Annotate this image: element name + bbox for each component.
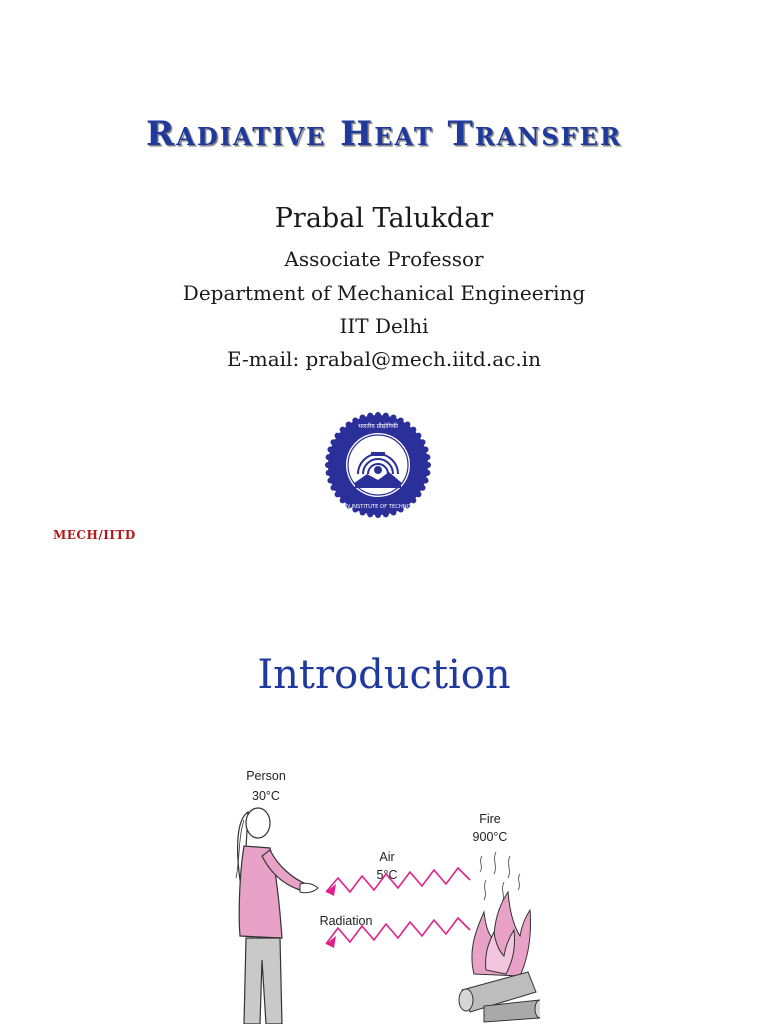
author-position: Associate Professor (284, 247, 484, 271)
slide-title: Radiative Heat Transfer (146, 114, 622, 154)
iit-delhi-seal-icon (325, 412, 431, 518)
air-temp: 5°C (376, 868, 398, 882)
fire-temp: 900°C (472, 830, 508, 844)
person-figure (236, 808, 318, 1024)
radiation-label: Radiation (319, 914, 373, 928)
fire-figure (459, 892, 540, 1022)
radiation-illustration (220, 760, 540, 1024)
footer-tag: MECH/IITD (53, 528, 136, 542)
author-email: E-mail: prabal@mech.iitd.ac.in (227, 347, 541, 371)
author-department: Department of Mechanical Engineering (182, 281, 586, 305)
author-name: Prabal Talukdar (274, 203, 494, 234)
svg-text:भारतीय प्रौद्योगिकी: भारतीय प्रौद्योगिकी (358, 423, 398, 430)
svg-text:INDIAN INSTITUTE OF TECHNOLOGY: INDIAN INSTITUTE OF TECHNOLOGY (331, 504, 425, 510)
air-label: Air (379, 850, 395, 864)
section-title: Introduction (257, 652, 511, 698)
fire-label: Fire (479, 812, 501, 826)
author-institute: IIT Delhi (339, 314, 429, 338)
person-label: Person (246, 769, 286, 783)
person-temp: 30°C (252, 789, 280, 803)
